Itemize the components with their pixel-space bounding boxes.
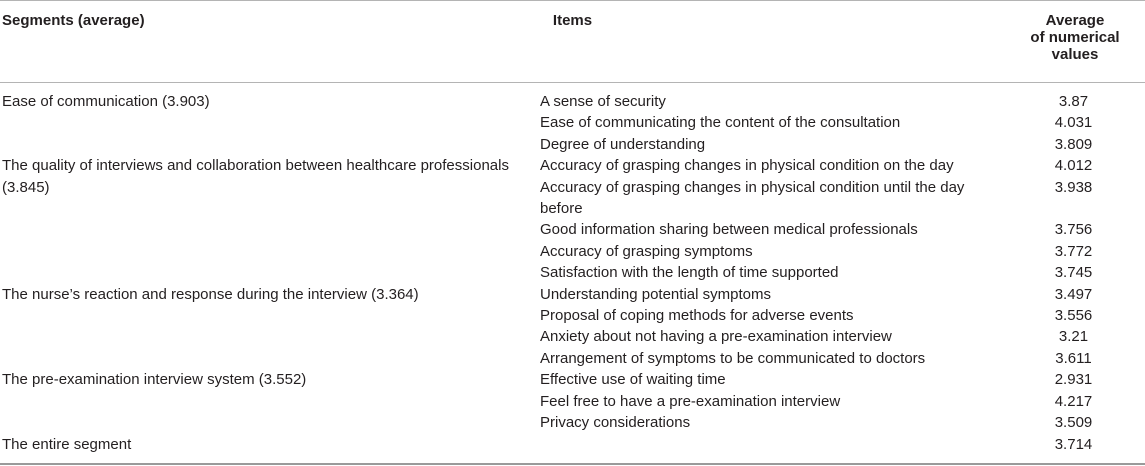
segment-cell — [0, 219, 538, 240]
item-cell: Arrangement of symptoms to be communicated to doctors — [540, 349, 926, 367]
segment-cell: The pre-examination interview system (3.552) — [2, 371, 307, 389]
value-cell: 3.509 — [1054, 414, 1093, 432]
value-cell: 3.87 — [1058, 93, 1089, 110]
header-items: Items — [552, 12, 593, 29]
segment-cell — [0, 262, 538, 283]
value-cell: 3.611 — [1055, 349, 1092, 367]
item-cell: Effective use of waiting time — [540, 371, 726, 389]
value-cell: 3.21 — [1058, 328, 1089, 346]
segment-cell — [0, 134, 538, 155]
table-row — [0, 91, 1145, 112]
value-cell: 4.217 — [1054, 392, 1093, 410]
table-body — [0, 91, 1145, 455]
segment-cell — [0, 198, 538, 219]
segment-cell: The quality of interviews and collaboration between healthcare professionals — [2, 157, 509, 175]
header-average — [1027, 12, 1123, 63]
item-cell: Anxiety about not having a pre-examination interview — [540, 328, 892, 346]
value-cell: 3.772 — [1054, 242, 1093, 260]
table-row — [0, 305, 1145, 326]
table-row — [0, 134, 1145, 155]
segment-cell: The entire segment — [2, 435, 132, 453]
table-row — [0, 241, 1145, 262]
segment-cell: (3.845) — [2, 178, 50, 196]
table-row — [0, 391, 1145, 412]
table-row — [0, 326, 1145, 347]
value-cell: 3.756 — [1054, 221, 1093, 239]
value-cell: 4.031 — [1054, 114, 1093, 132]
item-cell: Degree of understanding — [540, 135, 706, 153]
item-cell: Ease of communicating the content of the consultation — [540, 114, 901, 132]
segment-cell — [0, 112, 538, 133]
value-cell: 3.938 — [1054, 178, 1093, 196]
value-cell: 3.714 — [1054, 435, 1093, 453]
item-cell: Feel free to have a pre-examination interview — [540, 392, 841, 410]
segment-cell — [0, 241, 538, 262]
item-cell: Good information sharing between medical professionals — [540, 221, 918, 239]
table-row — [0, 198, 1145, 219]
item-cell: Proposal of coping methods for adverse events — [540, 307, 854, 325]
table-row — [0, 262, 1145, 283]
header-rule — [0, 82, 1145, 83]
segment-cell — [0, 305, 538, 326]
value-cell: 3.809 — [1054, 135, 1093, 153]
table-row — [0, 412, 1145, 433]
table-row — [0, 112, 1145, 133]
item-cell: before — [540, 200, 583, 218]
header-average-line3: values — [1051, 46, 1099, 63]
value-cell: 4.012 — [1054, 157, 1093, 175]
item-cell: Accuracy of grasping symptoms — [540, 242, 753, 260]
item-cell: Understanding potential symptoms — [540, 285, 771, 303]
header-average-line2: of numerical — [1030, 29, 1120, 46]
item-cell: Satisfaction with the length of time supported — [540, 264, 839, 282]
item-cell — [538, 434, 1000, 455]
table-row — [0, 177, 1145, 198]
table-row — [0, 284, 1145, 305]
item-cell: Accuracy of grasping changes in physical condition on the day — [540, 157, 954, 175]
header-segments: Segments (average) — [2, 12, 145, 29]
segment-cell — [0, 391, 538, 412]
item-cell: Privacy considerations — [540, 414, 691, 432]
table-row — [0, 219, 1145, 240]
item-cell: A sense of security — [540, 93, 666, 110]
value-cell: 3.556 — [1054, 307, 1093, 325]
table-top-rule — [0, 0, 1145, 1]
table-bottom-rule — [0, 463, 1145, 465]
table-row — [0, 434, 1145, 455]
value-cell: 3.497 — [1054, 285, 1093, 303]
value-cell: 3.745 — [1054, 264, 1093, 282]
value-cell: 2.931 — [1054, 371, 1093, 389]
segment-cell — [0, 326, 538, 347]
segment-cell: The nurse’s reaction and response during the interview (3.364) — [2, 285, 419, 303]
segment-cell — [0, 412, 538, 433]
table-row — [0, 348, 1145, 369]
header-average-line1: Average — [1045, 12, 1105, 29]
item-cell: Accuracy of grasping changes in physical condition until the day — [540, 178, 965, 196]
segment-cell: Ease of communication (3.903) — [2, 93, 210, 110]
table-row — [0, 369, 1145, 390]
value-cell — [1011, 198, 1136, 219]
segment-cell — [0, 348, 538, 369]
table-row — [0, 155, 1145, 176]
